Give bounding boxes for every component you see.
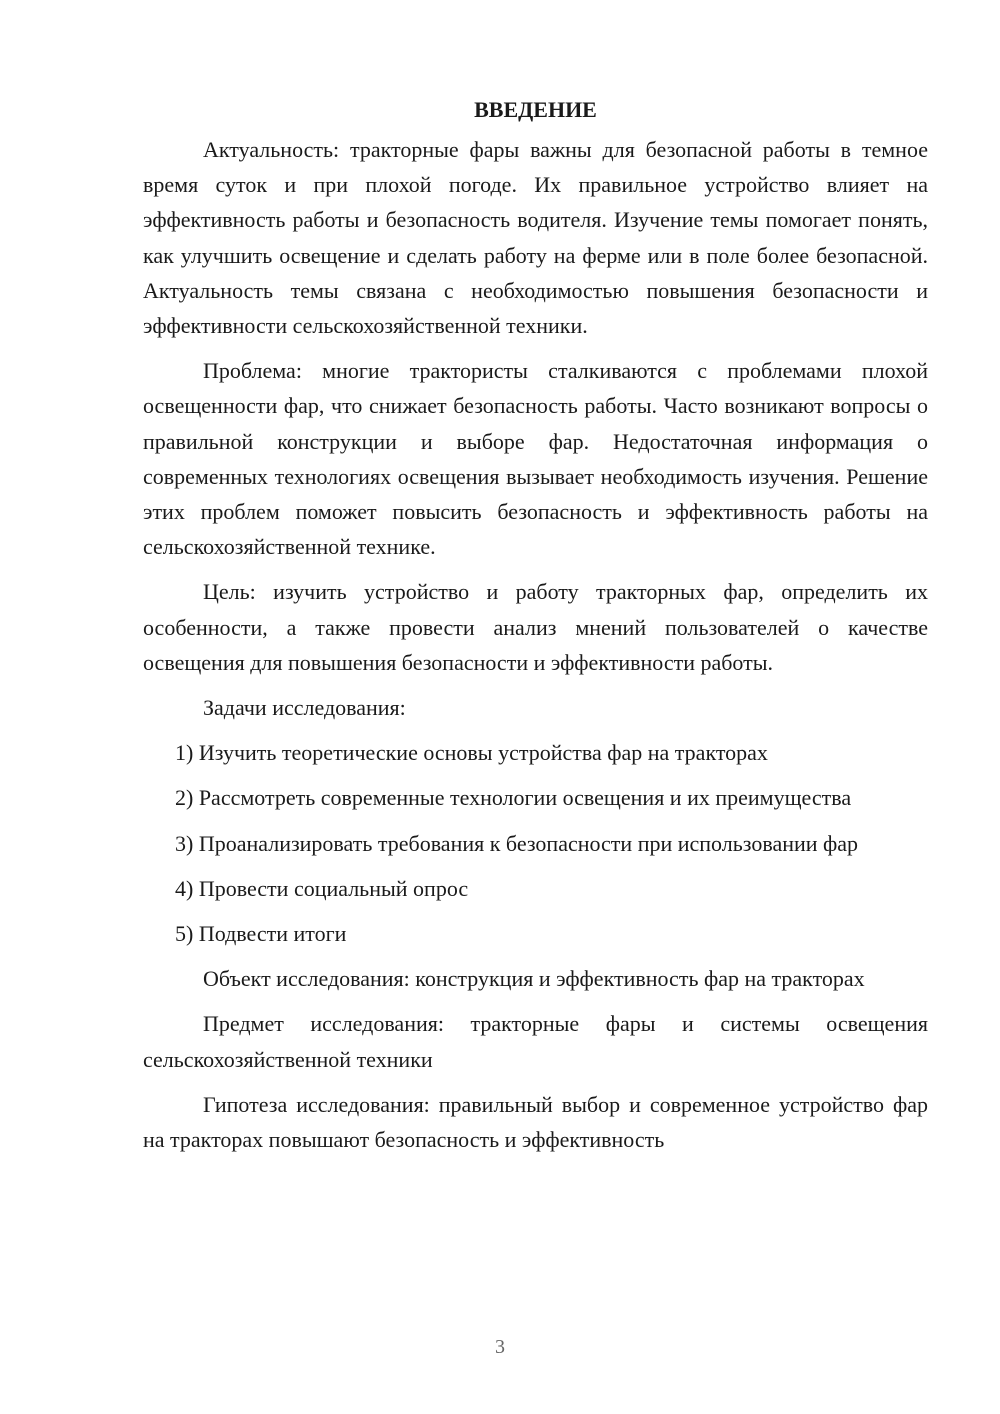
paragraph-object: Объект исследования: конструкция и эффективность фар на тракторах xyxy=(203,966,865,992)
task-item-5: 5) Подвести итоги xyxy=(175,921,347,947)
task-item-3: 3) Проанализировать требования к безопасности при использовании фар xyxy=(175,830,859,856)
document-page xyxy=(143,92,928,1167)
paragraph-tasks-intro: Задачи исследования: xyxy=(203,695,406,721)
page-title: ВВЕДЕНИЕ xyxy=(474,97,597,122)
paragraph-subject: Предмет исследования: тракторные фары и системы освещения сельскохозяйственной техники xyxy=(143,1011,928,1072)
paragraph-goal: Цель: изучить устройство и работу тракторных фар, определить их особенности, а также провести анализ мнений пользователей о качестве освещения для повышения безопасности и эффективности работы. xyxy=(143,579,928,675)
task-item-1: 1) Изучить теоретические основы устройства фар на тракторах xyxy=(175,740,768,766)
paragraph-relevance: Актуальность: тракторные фары важны для безопасной работы в темное время суток и при плохой погоде. Их правильное устройство влияет на эффективность работы и безопасность водителя. Изучение темы помогает понять, как улучшить освещение и сделать работу на ферме или в поле более безопасной. Актуальность темы связана с необходимостью повышения безопасности и эффективности сельскохозяйственной техники. xyxy=(143,137,928,339)
paragraph-hypothesis: Гипотеза исследования: правильный выбор и современное устройство фар на тракторах повышают безопасность и эффективность xyxy=(143,1091,928,1153)
paragraph-problem: Проблема: многие трактористы сталкиваются с проблемами плохой освещенности фар, что снижает безопасность работы. Часто возникают вопросы о правильной конструкции и выборе фар. Недостаточная информация о современных технологиях освещения вызывает необходимость изучения. Решение этих проблем поможет повысить безопасность и эффективность работы на сельскохозяйственной технике. xyxy=(143,358,928,560)
task-item-2: 2) Рассмотреть современные технологии освещения и их преимущества xyxy=(175,785,852,811)
task-item-4: 4) Провести социальный опрос xyxy=(175,875,469,901)
page-number: 3 xyxy=(495,1336,505,1358)
